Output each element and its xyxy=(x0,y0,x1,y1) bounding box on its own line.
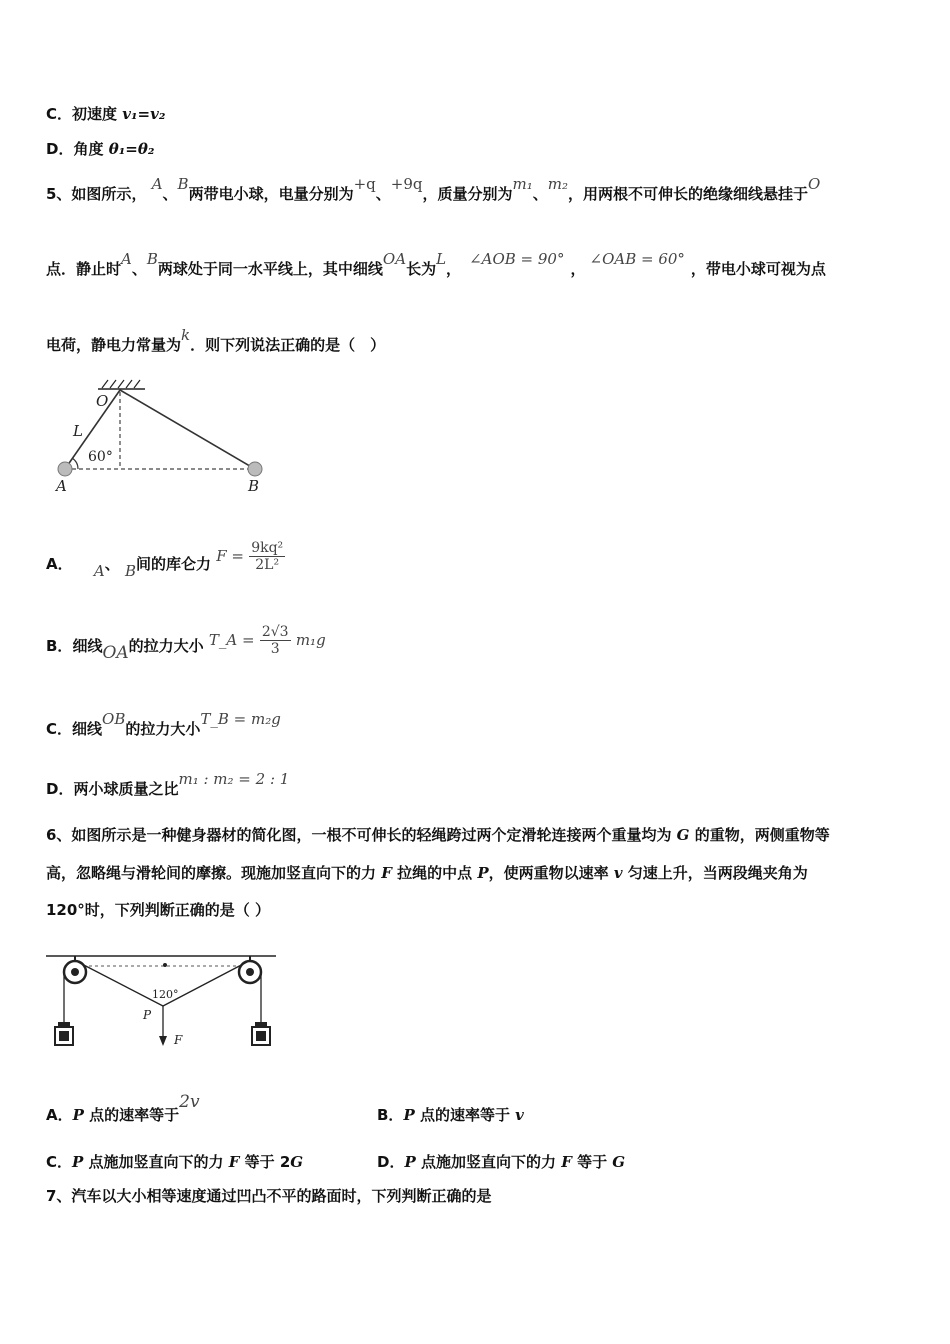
angle-arc xyxy=(72,458,78,469)
q6-option-d: D．P 点施加竖直向下的力 F 等于 G xyxy=(377,1153,626,1171)
label-o: O xyxy=(96,392,109,410)
q5-stem-line2: 点．静止时A、B两球处于同一水平线上，其中细线OA长为L，∠AOB = 90°，∠OAB = 60°，带电小球可视为点 xyxy=(46,250,826,278)
q4-option-c: C．初速度 v₁=v₂ xyxy=(46,105,166,123)
q6-option-a: A．P 点的速率等于2v xyxy=(46,1092,200,1124)
q5-option-c: C．细线OB的拉力大小T_B = m₂g xyxy=(46,710,281,738)
q6-stem-line2: 高，忽略绳与滑轮间的摩擦。现施加竖直向下的力 F 拉绳的中点 P，使两重物以速率 v 匀速上升，当两段绳夹角为 xyxy=(46,864,808,882)
q6-stem-line1: 6、如图所示是一种健身器材的简化图，一根不可伸长的轻绳跨过两个定滑轮连接两个重量均为 G 的重物，两侧重物等 xyxy=(46,826,830,844)
q5-option-d: D．两小球质量之比m₁ : m₂ = 2 : 1 xyxy=(46,770,290,798)
string-ob xyxy=(120,390,255,469)
left-pulley xyxy=(64,956,86,983)
ball-b xyxy=(248,462,262,476)
right-pulley xyxy=(239,956,261,983)
right-weight xyxy=(252,1022,270,1045)
q6-figure-pulleys xyxy=(44,946,279,1058)
label-a: A xyxy=(56,477,67,495)
label-f: F xyxy=(174,1033,183,1047)
center-dot xyxy=(163,963,167,967)
label-angle-120: 120° xyxy=(152,988,179,1001)
q5-figure-pendulum xyxy=(50,374,275,496)
ball-a xyxy=(58,462,72,476)
label-p: P xyxy=(143,1008,152,1022)
force-arrowhead xyxy=(159,1036,167,1046)
coulomb-fraction: $\frac{\text{9kq²}}{\text{2L²}}$ xyxy=(251,540,284,573)
label-l: L xyxy=(73,422,83,440)
left-weight xyxy=(55,1022,73,1045)
q5-option-a: A． A、 B间的库仑力 F = $\frac{\text{9kq²}}{\text{2L²}}$ xyxy=(46,540,284,580)
q4-option-d: D．角度 θ₁=θ₂ xyxy=(46,140,155,158)
q6-option-c: C．P 点施加竖直向下的力 F 等于 2G xyxy=(46,1153,304,1171)
q6-option-b: B．P 点的速率等于 v xyxy=(377,1106,524,1124)
q7-stem: 7、汽车以大小相等速度通过凹凸不平的路面时，下列判断正确的是 xyxy=(46,1187,492,1205)
q5-option-b: B．细线OA的拉力大小 T_A = $\frac{2√3}{3}$ m₁g xyxy=(46,624,326,663)
q5-stem-line3: 电荷，静电力常量为k．则下列说法正确的是（ ） xyxy=(46,326,386,354)
ceiling-hatch xyxy=(102,380,140,388)
label-angle: 60° xyxy=(88,449,113,465)
label-b: B xyxy=(248,477,260,495)
q5-stem-line1: 5、如图所示， A、B两带电小球，电量分别为+q、+9q，质量分别为m₁、m₂，用两根不可伸长的绝缘细线悬挂于O xyxy=(46,175,821,203)
rope-left xyxy=(78,962,163,1006)
q6-stem-line3: 120°时，下列判断正确的是（ ） xyxy=(46,901,271,919)
tension-fraction: $\frac{2√3}{3}$ xyxy=(261,624,289,657)
